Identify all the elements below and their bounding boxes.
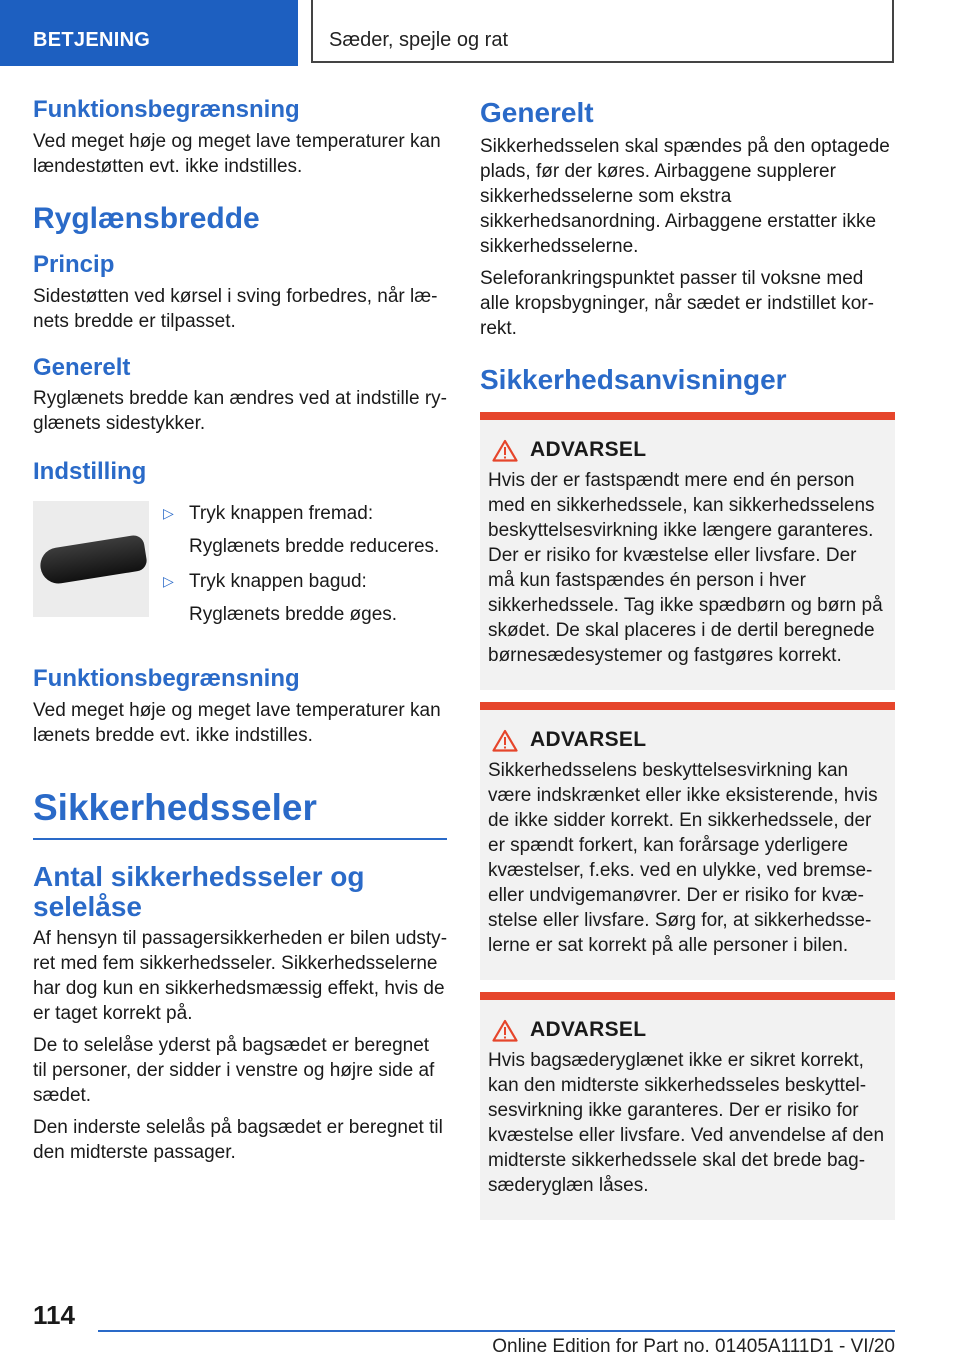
warning-text: Hvis bagsæderyglænet ikke er sikret korrekt, kan den midterste sikkerhedsseles beskyttelsesvirkning ikke garanteres. Der er risiko for kvæstelse eller livsfare. Ved anvendelse af den midterste sikkerhedssele skal det brede bagsæderyglæn låses. [488,1050,885,1197]
adjustment-heading: Indstilling [33,458,147,486]
belts-paragraph-2: De to selelåse yderst på bagsædet er beregnet til personer, der sidder i venstre og højre side af sædet. [33,1035,435,1107]
step-item [163,569,439,602]
backrest-general-heading: Generelt [33,353,131,381]
warning-title: ADVARSEL [530,728,647,752]
step-result: Ryglænets bredde øges. [189,604,398,626]
seatbelts-heading: Sikkerhedsseler [33,786,317,828]
warning-box [480,412,895,690]
adjustment-block [33,501,447,637]
backrest-general-text: Ryglænets bredde kan ændres ved at indstille ryglænets sidestykker. [33,388,447,435]
warning-triangle-icon [492,439,518,462]
warning-box [480,702,895,980]
chapter-tab[interactable] [311,0,894,63]
general-paragraph-1: Sikkerhedsselen skal spændes på den optagede plads, før der køres. Airbaggene supplerer sikkerhedsselerne som ekstra sikkerhedsanordning. Airbaggene erstatter ikke sikkerhedsselerne. [480,135,890,257]
step-triangle-icon: ▷ [163,505,174,522]
general-heading: Generelt [480,97,594,128]
warning-header [488,1018,887,1042]
warning-text: Sikkerhedsselens beskyttelsesvirkning kan være indskrænket eller ikke eksisterende, hvis de ikke sidder korrekt. En sikkerhedssele, der er spændt forkert, kan forårsage yderligere kvæstelser, f.eks. ved en ulykke, ved bremse- eller undvigemanøvrer. Der er risiko for kvæstelse eller livsfare. Sørg for, at sikkerhedsselerne er sat korrekt på alle personer i bilen. [488,760,878,957]
warning-header [488,728,887,752]
belts-paragraph-1: Af hensyn til passagersikkerheden er bilen udstyret med fem sikkerhedsseler. Sikkerhedsselerne har dog kun en sikkerhedsmæssig effekt, hvis de er taget korrekt på. [33,928,448,1025]
page-header [0,0,960,66]
warning-header [488,438,887,462]
footer-divider [98,1330,895,1332]
chapter-tab-label: Sæder, spejle og rat [329,29,508,51]
step-triangle-icon: ▷ [163,573,174,590]
step-action: Tryk knappen bagud: [189,571,367,593]
warning-title: ADVARSEL [530,438,647,462]
principle-text: Sidestøtten ved kørsel i sving forbedres, når lænets bredde er tilpasset. [33,285,438,332]
belts-paragraph-3: Den inderste selelås på bagsædet er beregnet til den midterste passager. [33,1117,443,1164]
edition-info: Online Edition for Part no. 01405A111D1 - VI/20 [492,1336,895,1357]
width-limits-text: Ved meget høje og meget lave temperaturer kan lænets bredde evt. ikke indstilles. [33,699,441,746]
width-switch-icon [38,534,148,586]
width-limits-heading: Funktionsbegrænsning [33,665,300,693]
general-paragraph-2: Seleforankringspunktet passer til voksne med alle kropsbygninger, når sædet er indstillet korrekt. [480,267,874,339]
lumbar-limits-heading: Funktionsbegrænsning [33,96,300,123]
backrest-width-heading: Ryglænsbredde [33,201,260,235]
section-tab-label: BETJENING [33,29,151,51]
section-tab[interactable] [0,0,298,66]
step-action: Tryk knappen fremad: [189,503,374,525]
warning-triangle-icon [492,1019,518,1042]
backrest-width-button-image [33,501,149,617]
lumbar-limits-text: Ved meget høje og meget lave temperaturer kan lændestøtten evt. ikke indstilles. [33,130,441,177]
left-column [33,96,447,1165]
warning-text: Hvis der er fastspændt mere end én person med en sikkerhedssele, kan sikkerhedsselens beskyttelsesvirkning ikke længere garanteres. Der er risiko for kvæstelse eller livsfare. Der må kun fastspændes én person i hver sikkerhedssele. Tag ikke spædbørn og børn på skødet. De skal placeres i de dertil beregnede børnesædesystemer og fastgøres korrekt. [488,470,883,667]
warning-box [480,992,895,1220]
belt-count-heading: Antal sikkerhedsseler og selelåse [33,861,365,923]
step-result: Ryglænets bredde reduceres. [189,536,440,558]
right-column [480,96,895,1220]
principle-heading: Princip [33,250,115,278]
adjustment-steps [163,501,439,637]
seatbelts-heading-block [33,786,447,840]
page-number: 114 [33,1300,75,1330]
warning-title: ADVARSEL [530,1018,647,1042]
safety-heading: Sikkerhedsanvisninger [480,363,787,395]
step-item [163,501,439,534]
warning-triangle-icon [492,729,518,752]
